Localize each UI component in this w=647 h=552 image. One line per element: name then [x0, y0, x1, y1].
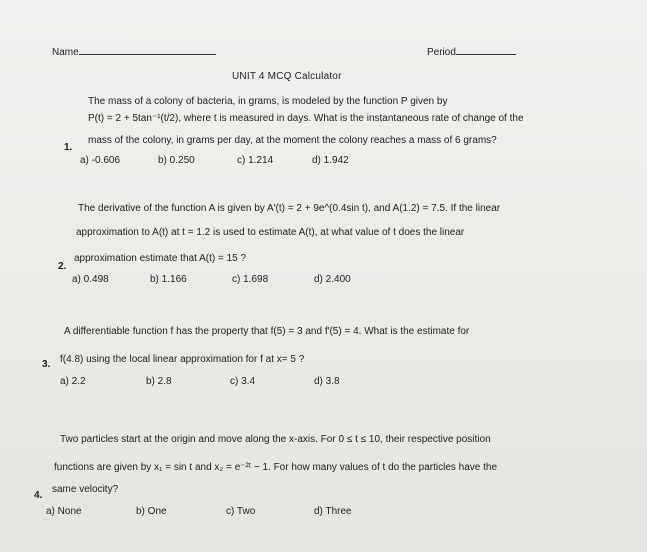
q1-option-a: a) -0.606	[80, 155, 121, 166]
q2-option-a: a) 0.498	[72, 274, 109, 285]
q3-option-b: b) 2.8	[146, 376, 172, 387]
q1-option-c: c) 1.214	[237, 155, 274, 166]
q3-option-d: d) 3.8	[314, 376, 340, 387]
q2-number: 2.	[58, 261, 67, 272]
q3-option-a: a) 2.2	[60, 376, 86, 387]
q4-line-3: same velocity?	[52, 484, 119, 495]
q4-option-a: a) None	[46, 506, 82, 517]
q1-line-3: mass of the colony, in grams per day, at the moment the colony reaches a mass of 6 grams?	[88, 135, 497, 146]
q4-option-d: d) Three	[314, 506, 352, 517]
q2-option-c: c) 1.698	[232, 274, 269, 285]
q2-option-b: b) 1.166	[150, 274, 187, 285]
period-blank	[456, 53, 516, 55]
q1-line-2: P(t) = 2 + 5tan⁻¹(t/2), where t is measured in days. What is the instantaneous rate of change of the	[88, 113, 524, 124]
period-field	[427, 47, 516, 58]
q3-number: 3.	[42, 359, 51, 370]
q4-number: 4.	[34, 490, 43, 501]
q2-line-3: approximation estimate that A(t) = 15 ?	[74, 253, 247, 264]
name-blank	[79, 53, 216, 55]
q2-line-2: approximation to A(t) at t = 1.2 is used to estimate A(t), at what value of t does the linear	[76, 227, 465, 238]
q1-option-b: b) 0.250	[158, 155, 195, 166]
q4-option-c: c) Two	[226, 506, 256, 517]
q1-option-d: d) 1.942	[312, 155, 349, 166]
page-title: UNIT 4 MCQ Calculator	[232, 71, 342, 82]
q3-option-c: c) 3.4	[230, 376, 256, 387]
name-label: Name	[52, 47, 79, 58]
period-label: Period	[427, 47, 456, 58]
q3-line-2: f(4.8) using the local linear approximation for f at x= 5 ?	[60, 354, 305, 365]
name-field	[52, 47, 216, 58]
q2-option-d: d) 2.400	[314, 274, 351, 285]
q4-line-2: functions are given by x₁ = sin t and x₂ = e⁻²ᵗ − 1. For how many values of t do the particles have the	[54, 462, 498, 473]
q4-line-1: Two particles start at the origin and move along the x-axis. For 0 ≤ t ≤ 10, their respective position	[60, 434, 491, 445]
q2-line-1: The derivative of the function A is given by A′(t) = 2 + 9e^(0.4sin t), and A(1.2) = 7.5. If the linear	[78, 203, 501, 214]
q3-line-1: A differentiable function f has the property that f(5) = 3 and f′(5) = 4. What is the estimate for	[64, 326, 470, 337]
q1-number: 1.	[64, 142, 73, 153]
q4-option-b: b) One	[136, 506, 167, 517]
q1-line-1: The mass of a colony of bacteria, in grams, is modeled by the function P given by	[88, 96, 448, 107]
